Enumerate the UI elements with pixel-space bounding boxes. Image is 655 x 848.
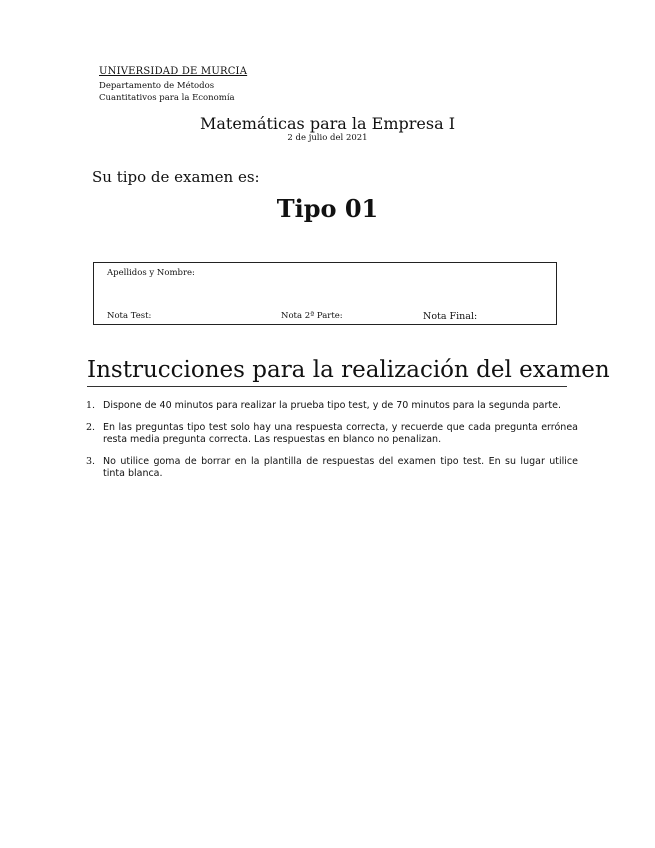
exam-type-label: Su tipo de examen es: bbox=[92, 168, 260, 186]
list-item bbox=[86, 456, 578, 481]
list-item-number: 2. bbox=[86, 421, 96, 433]
student-info-box bbox=[93, 262, 557, 325]
instructions-list bbox=[86, 400, 578, 490]
heading-underline bbox=[87, 386, 567, 387]
list-item-text: No utilice goma de borrar en la plantilla de respuestas del examen tipo test. En su lugar utilice tinta blanca. bbox=[103, 455, 578, 479]
list-item-text: En las preguntas tipo test solo hay una respuesta correcta, y recuerde que cada pregunta errónea resta media pregunta correcta. Las respuestas en blanco no penalizan. bbox=[103, 421, 578, 445]
list-item-text: Dispone de 40 minutos para realizar la prueba tipo test, y de 70 minutos para la segunda parte. bbox=[103, 400, 561, 411]
name-field-label: Apellidos y Nombre: bbox=[107, 268, 195, 278]
part2-grade-label: Nota 2ª Parte: bbox=[281, 311, 343, 321]
exam-title: Matemáticas para la Empresa I bbox=[199, 114, 456, 133]
department-name bbox=[99, 80, 235, 104]
university-name: UNIVERSIDAD DE MURCIA bbox=[99, 66, 248, 77]
list-item bbox=[86, 422, 578, 447]
department-line-2: Cuantitativos para la Economía bbox=[99, 93, 235, 103]
department-line-1: Departamento de Métodos bbox=[99, 81, 215, 91]
exam-date: 2 de julio del 2021 bbox=[287, 133, 368, 143]
instructions-heading: Instrucciones para la realización del examen bbox=[87, 357, 610, 383]
final-grade-label: Nota Final: bbox=[423, 311, 478, 322]
list-item-number: 3. bbox=[86, 455, 96, 467]
exam-type-value: Tipo 01 bbox=[276, 194, 379, 223]
list-item bbox=[86, 400, 578, 413]
test-grade-label: Nota Test: bbox=[107, 311, 152, 321]
list-item-number: 1. bbox=[86, 400, 96, 411]
